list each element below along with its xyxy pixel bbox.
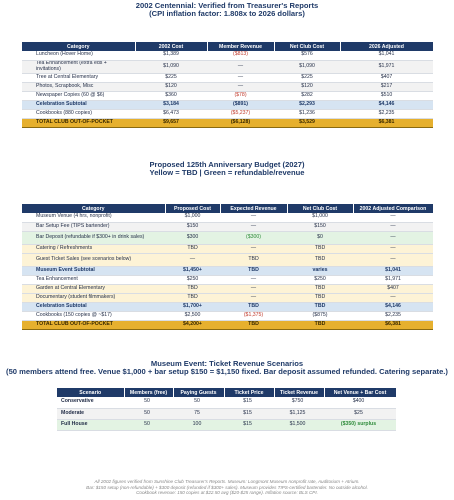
adjusted-cell: $217 <box>340 82 433 91</box>
subtotal-row <box>22 266 433 275</box>
net-cost-cell: $3,529 <box>274 118 340 127</box>
table-row <box>22 275 433 284</box>
section2-title-line1: Proposed 125th Anniversary Budget (2027) <box>149 160 305 169</box>
table-row <box>22 284 433 293</box>
section3-title <box>0 360 454 377</box>
adjusted-cell: $407 <box>353 284 433 293</box>
adjusted-cell: — <box>353 213 433 222</box>
section3-title-line1: Museum Event: Ticket Revenue Scenarios <box>150 359 304 368</box>
cost-cell: $6,473 <box>135 109 207 118</box>
revenue-cell: ($5,237) <box>207 109 274 118</box>
category-cell: Documentary (student filmmakers) <box>22 293 165 302</box>
column-header: Net Club Cost <box>287 204 353 213</box>
revenue-cell: ($300) <box>220 231 287 244</box>
adjusted-cell: $1,971 <box>353 275 433 284</box>
adjusted-cell: $6,381 <box>353 320 433 329</box>
net-cost-cell: $225 <box>274 73 340 82</box>
net-cost-cell: $2,293 <box>274 100 340 109</box>
column-header: Proposed Cost <box>165 204 220 213</box>
column-header: Category <box>22 204 165 213</box>
paying-guests-cell: 75 <box>173 408 224 419</box>
column-header: Net Club Cost <box>274 42 340 51</box>
net-cost-cell: $150 <box>287 222 353 231</box>
column-header: Members (free) <box>124 388 173 397</box>
cost-cell: $1,700+ <box>165 302 220 311</box>
net-cost-cell: $0 <box>287 231 353 244</box>
ticket-revenue-cell: $1,125 <box>274 408 324 419</box>
scenario-cell: Conservative <box>57 397 124 408</box>
cost-cell: $360 <box>135 91 207 100</box>
revenue-cell: ($891) <box>207 100 274 109</box>
paying-guests-cell: 50 <box>173 397 224 408</box>
revenue-cell: — <box>220 284 287 293</box>
category-cell: Bar Setup Fee (TIPS bartender) <box>22 222 165 231</box>
net-cost-cell: $1,000 <box>287 213 353 222</box>
ticket-revenue-cell: $750 <box>274 397 324 408</box>
table-row <box>22 213 433 222</box>
total-row <box>22 320 433 329</box>
cost-cell: $150 <box>165 222 220 231</box>
table-row <box>22 51 433 60</box>
adjusted-cell: $1,041 <box>353 266 433 275</box>
cost-cell: $1,090 <box>135 60 207 73</box>
subtotal-row <box>22 100 433 109</box>
revenue-cell: ($813) <box>207 51 274 60</box>
centennial-2002-table <box>22 42 434 128</box>
scenario-cell: Moderate <box>57 408 124 419</box>
table-row <box>57 419 396 430</box>
net-cost-cell: $1,090 <box>274 60 340 73</box>
column-header: 2026 Adjusted <box>340 42 433 51</box>
category-cell: Catering / Refreshments <box>22 244 165 253</box>
table-row <box>22 109 433 118</box>
cost-cell: TBD <box>165 244 220 253</box>
revenue-cell: — <box>220 275 287 284</box>
table-row <box>22 91 433 100</box>
section2-title <box>0 161 454 178</box>
table-row <box>22 222 433 231</box>
members-cell: 50 <box>124 397 173 408</box>
section2-title-line2: Yellow = TBD | Green = refundable/revenue <box>149 168 305 178</box>
category-cell: Celebration Subtotal <box>22 100 135 109</box>
category-cell: Newspaper Copies (60 @ $6) <box>22 91 135 100</box>
adjusted-cell: $6,381 <box>340 118 433 127</box>
category-cell: Celebration Subtotal <box>22 302 165 311</box>
section1-title-line1: 2002 Centennial: Verified from Treasurer's Reports <box>135 1 319 10</box>
category-cell: Bar Deposit (refundable if $300+ in drink sales) <box>22 231 165 244</box>
adjusted-cell: $2,235 <box>353 311 433 320</box>
category-cell: Luncheon (Hover Home) <box>22 51 135 60</box>
column-header: Ticket Price <box>224 388 274 397</box>
footer-line2: Bar: $150 setup (non-refundable) + $300 deposit (refunded if $300+ sales). Museum provides TIPS-certified bartender. No outside alcohol. <box>86 484 368 490</box>
footer-notes <box>0 479 454 496</box>
net-cost-cell: TBD <box>287 302 353 311</box>
net-cost-cell: TBD <box>287 320 353 329</box>
net-cost-cell: $400 <box>324 397 396 408</box>
adjusted-cell: $407 <box>340 73 433 82</box>
section1-title-line2: (CPI inflation factor: 1.808x to 2026 dollars) <box>149 9 305 19</box>
category-cell: Guest Ticket Sales (see scenarios below) <box>22 253 165 266</box>
revenue-cell: ($1,375) <box>220 311 287 320</box>
revenue-cell: ($78) <box>207 91 274 100</box>
net-cost-cell: ($875) <box>287 311 353 320</box>
revenue-cell: TBD <box>220 302 287 311</box>
category-cell: Cookbooks (880 copies) <box>22 109 135 118</box>
revenue-cell: — <box>220 222 287 231</box>
column-header: Ticket Revenue <box>274 388 324 397</box>
adjusted-cell: $2,235 <box>340 109 433 118</box>
cost-cell: $225 <box>135 73 207 82</box>
category-cell: Tea Enhancement (extra eds + invitations) <box>22 60 135 73</box>
table-row <box>22 244 433 253</box>
category-cell: Photos, Scrapbook, Misc <box>22 82 135 91</box>
scenario-cell: Full House <box>57 419 124 430</box>
adjusted-cell: $4,146 <box>340 100 433 109</box>
subtotal-row <box>22 302 433 311</box>
net-cost-cell: $576 <box>274 51 340 60</box>
table-row <box>22 73 433 82</box>
cost-cell: $4,200+ <box>165 320 220 329</box>
paying-guests-cell: 100 <box>173 419 224 430</box>
cost-cell: $3,184 <box>135 100 207 109</box>
column-header: Category <box>22 42 135 51</box>
category-cell: TOTAL CLUB OUT-OF-POCKET <box>22 118 135 127</box>
table-row <box>22 82 433 91</box>
header-row <box>57 388 396 397</box>
revenue-cell: TBD <box>220 253 287 266</box>
net-cost-cell: $282 <box>274 91 340 100</box>
net-cost-cell: ($350) surplus <box>324 419 396 430</box>
column-header: Net Venue + Bar Cost <box>324 388 396 397</box>
category-cell: Museum Event Subtotal <box>22 266 165 275</box>
ticket-price-cell: $15 <box>224 397 274 408</box>
adjusted-cell: — <box>353 293 433 302</box>
category-cell: Tea Enhancement <box>22 275 165 284</box>
members-cell: 50 <box>124 408 173 419</box>
footer-line3: Cookbook revenue: 150 copies at $22.50 avg ($20-$25 range). Inflation source: BLS CPI. <box>136 490 318 496</box>
adjusted-cell: — <box>353 231 433 244</box>
adjusted-cell: $4,146 <box>353 302 433 311</box>
net-cost-cell: TBD <box>287 244 353 253</box>
net-cost-cell: TBD <box>287 253 353 266</box>
revenue-cell: — <box>207 73 274 82</box>
cost-cell: $1,450+ <box>165 266 220 275</box>
cost-cell: TBD <box>165 284 220 293</box>
revenue-cell: — <box>207 60 274 73</box>
adjusted-cell: — <box>353 244 433 253</box>
net-cost-cell: $25 <box>324 408 396 419</box>
cost-cell: — <box>165 253 220 266</box>
ticket-price-cell: $15 <box>224 419 274 430</box>
cost-cell: $120 <box>135 82 207 91</box>
net-cost-cell: $1,236 <box>274 109 340 118</box>
ticket-scenarios-table <box>57 388 397 431</box>
footer-line1: All 2002 figures verified from Sunshine Club Treasurer's Reports. Museum: Longmont Museum nonprofit rate, Auditorium + Atrium. <box>94 479 360 484</box>
revenue-cell: — <box>207 82 274 91</box>
net-cost-cell: TBD <box>287 284 353 293</box>
header-row <box>22 204 433 213</box>
revenue-cell: — <box>220 244 287 253</box>
column-header: Expected Revenue <box>220 204 287 213</box>
revenue-cell: — <box>220 293 287 302</box>
table-row <box>22 311 433 320</box>
category-cell: Museum Venue (4 hrs, nonprofit) <box>22 213 165 222</box>
net-cost-cell: TBD <box>287 293 353 302</box>
ticket-price-cell: $15 <box>224 408 274 419</box>
table-row <box>22 231 433 244</box>
category-cell: TOTAL CLUB OUT-OF-POCKET <box>22 320 165 329</box>
table-row <box>57 397 396 408</box>
adjusted-cell: $1,041 <box>340 51 433 60</box>
table-row <box>22 253 433 266</box>
cost-cell: $9,657 <box>135 118 207 127</box>
adjusted-cell: — <box>353 222 433 231</box>
anniversary-2027-budget-table <box>22 204 434 330</box>
total-row <box>22 118 433 127</box>
revenue-cell: — <box>220 213 287 222</box>
net-cost-cell: $120 <box>274 82 340 91</box>
cost-cell: TBD <box>165 293 220 302</box>
revenue-cell: ($6,128) <box>207 118 274 127</box>
header-row <box>22 42 433 51</box>
section1-title <box>0 2 454 19</box>
column-header: Scenario <box>57 388 124 397</box>
adjusted-cell: — <box>353 253 433 266</box>
cost-cell: $2,500 <box>165 311 220 320</box>
column-header: 2002 Cost <box>135 42 207 51</box>
table-row <box>22 60 433 73</box>
members-cell: 50 <box>124 419 173 430</box>
cost-cell: $1,389 <box>135 51 207 60</box>
cost-cell: $300 <box>165 231 220 244</box>
adjusted-cell: $510 <box>340 91 433 100</box>
table-row <box>22 293 433 302</box>
net-cost-cell: varies <box>287 266 353 275</box>
cost-cell: $250 <box>165 275 220 284</box>
cost-cell: $1,000 <box>165 213 220 222</box>
column-header: 2002 Adjusted Comparison <box>353 204 433 213</box>
revenue-cell: TBD <box>220 266 287 275</box>
adjusted-cell: $1,971 <box>340 60 433 73</box>
ticket-revenue-cell: $1,500 <box>274 419 324 430</box>
category-cell: Cookbooks (150 copies @ ~$17) <box>22 311 165 320</box>
column-header: Paying Guests <box>173 388 224 397</box>
column-header: Member Revenue <box>207 42 274 51</box>
table-row <box>57 408 396 419</box>
category-cell: Garden at Central Elementary <box>22 284 165 293</box>
revenue-cell: TBD <box>220 320 287 329</box>
section3-title-line2: (50 members attend free. Venue $1,000 + bar setup $150 = $1,150 fixed. Bar deposit assumed refunded. Catering separate.) <box>6 367 448 377</box>
category-cell: Tree at Central Elementary <box>22 73 135 82</box>
net-cost-cell: $250 <box>287 275 353 284</box>
